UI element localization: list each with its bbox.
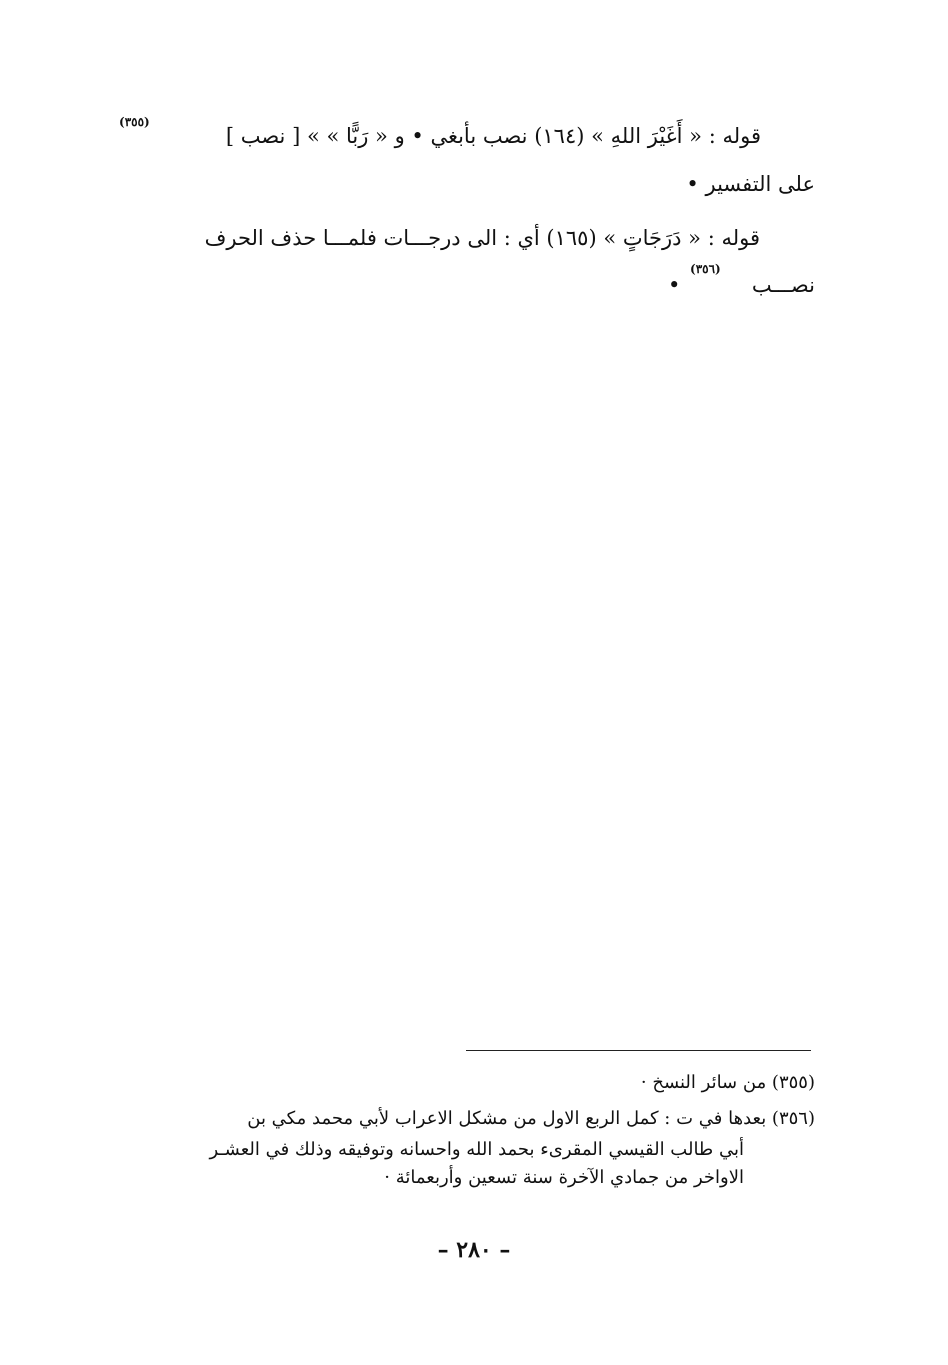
paragraph-2-line-2-end: • (668, 273, 681, 297)
footnote-356-line-2: أبي طالب القيسي المقرىء بحمد الله واحسانه وتوفيقه وذلك في العشـر (209, 1139, 744, 1160)
footnote-ref-356: (٣٥٦) (690, 262, 721, 276)
page-number: – ٢٨٠ – (437, 1237, 511, 1263)
footnote-ref-355: (٣٥٥) (119, 115, 150, 129)
footnote-355: (٣٥٥) من سائر النسخ · (640, 1072, 815, 1093)
footnote-separator (466, 1050, 811, 1051)
paragraph-1-line-2: على التفسير • (686, 172, 815, 196)
footnote-356-line-1: (٣٥٦) بعدها في ت : كمل الربع الاول من مشكل الاعراب لأبي محمد مكي بن (247, 1108, 815, 1129)
paragraph-2-line-1: قوله : « دَرَجَاتٍ » (١٦٥) أي : الى درجـــات فلمـــا حذف الحرف (204, 226, 760, 250)
footnote-356-line-3: الاواخر من جمادي الآخرة سنة تسعين وأربعمائة · (384, 1167, 744, 1188)
paragraph-2-line-2-word: نصـــب (751, 273, 815, 297)
paragraph-1-line-1: قوله : « أَغَيْرَ اللهِ » (١٦٤) نصب بأبغي • و « رَبًّا » » [ نصب ] (225, 124, 761, 148)
